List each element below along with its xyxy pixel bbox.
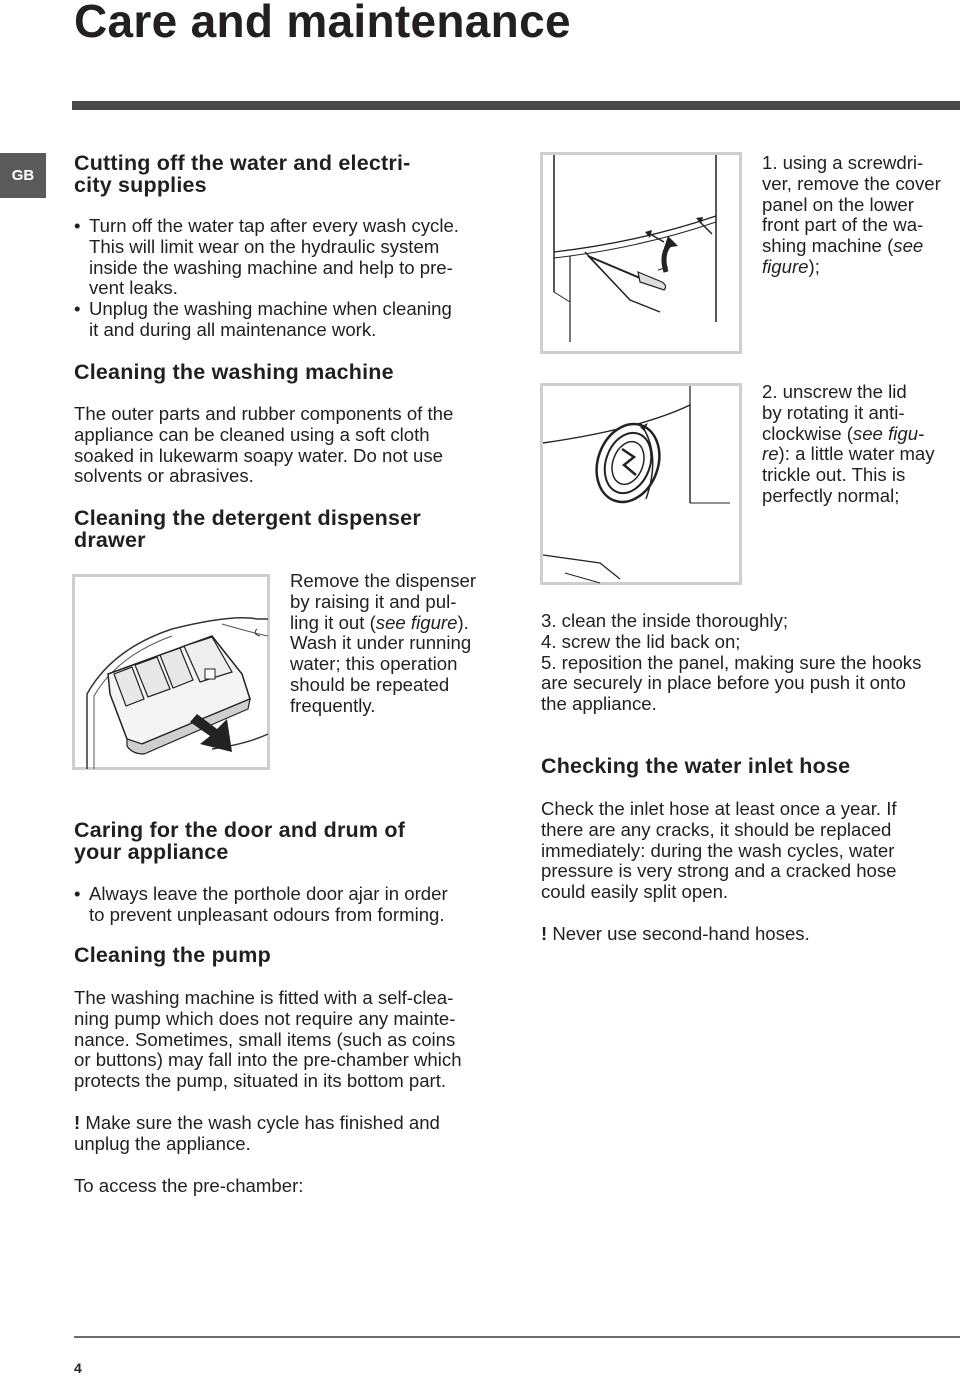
text-emphasis: see figure [375, 611, 458, 633]
pump-warning [74, 1113, 514, 1155]
text-line: inside the washing machine and help to pre- [89, 256, 453, 278]
text-line [74, 1113, 514, 1134]
text-line: trickle out. This is [762, 464, 906, 486]
text-emphasis: see figu- [852, 422, 925, 444]
text-line: by raising it and pul- [290, 590, 457, 612]
text-line: front part of the wa- [762, 214, 924, 236]
text-line: nance. Sometimes, small items (such as coins [74, 1028, 456, 1050]
text-line: 2. unscrew the lid [762, 381, 907, 402]
door-drum-heading-line: your appliance [74, 839, 229, 864]
door-drum-text [74, 884, 504, 926]
door-drum-heading [74, 820, 405, 863]
text-emphasis: re [762, 443, 779, 465]
supplies-heading-line: city supplies [74, 172, 207, 197]
dispenser-heading-line: Cleaning the detergent dispenser [74, 506, 421, 530]
unscrew-lid-figure [540, 383, 744, 587]
text-line: The outer parts and rubber components of the [74, 403, 454, 424]
text-emphasis: see [893, 235, 924, 257]
text-line: solvents or abrasives. [74, 465, 254, 487]
text-line [762, 444, 960, 465]
cleaning-machine-text [74, 404, 504, 487]
text-line: immediately: during the wash cycles, water [541, 839, 895, 861]
text-line [762, 424, 960, 445]
text-line: protects the pump, situated in its bottom part. [74, 1070, 447, 1092]
text-span: ): a little water may [778, 443, 935, 465]
panel-removal-figure [540, 152, 744, 356]
text-line: vent leaks. [89, 277, 178, 299]
footer-rule [74, 1336, 960, 1338]
text-line: soaked in lukewarm soapy water. Do not use [74, 444, 443, 466]
text-emphasis: figure [762, 255, 809, 277]
text-line: frequently. [290, 694, 376, 716]
text-line [762, 236, 960, 257]
hose-text [541, 799, 960, 903]
text-line: 3. clean the inside thoroughly; [541, 610, 789, 631]
text-line [290, 613, 505, 634]
cleaning-machine-heading: Cleaning the washing machine [74, 360, 394, 384]
door-drum-heading-line: Caring for the door and drum of [74, 818, 406, 842]
text-span: clockwise ( [762, 422, 853, 444]
text-line [762, 257, 960, 278]
text-line: ver, remove the cover [762, 172, 941, 194]
text-line: should be repeated [290, 673, 450, 695]
text-line: This will limit wear on the hydraulic system [89, 235, 440, 257]
text-line: Remove the dispenser [290, 570, 477, 591]
page-title: Care and maintenance [74, 0, 571, 47]
text-line: unplug the appliance. [74, 1132, 251, 1154]
text-line: 4. screw the lid back on; [541, 630, 741, 652]
language-tab: GB [0, 153, 46, 198]
pump-access-text: To access the pre-chamber: [74, 1175, 304, 1196]
hose-heading: Checking the water inlet hose [541, 754, 851, 778]
text-line: the appliance. [541, 693, 657, 715]
bullet-turn-off-tap [74, 216, 504, 299]
bullet-porthole-door [74, 884, 504, 926]
warning-mark: ! [74, 1112, 81, 1133]
pump-text [74, 988, 514, 1092]
text-line: could easily split open. [541, 881, 729, 903]
dispenser-text [290, 571, 505, 717]
step-2-text [762, 382, 960, 507]
hose-warning [541, 924, 810, 945]
text-line: water; this operation [290, 653, 458, 675]
dispenser-heading-line: drawer [74, 527, 146, 552]
text-line: to prevent unpleasant odours from forming. [89, 903, 445, 925]
dispenser-drawer-figure [72, 574, 272, 772]
text-line: 1. using a screwdri- [762, 152, 924, 173]
text-line: Wash it under running [290, 632, 472, 654]
text-line: 5. reposition the panel, making sure the hooks [541, 651, 922, 673]
text-line: are securely in place before you push it onto [541, 672, 906, 694]
supplies-heading-line: Cutting off the water and electri- [74, 151, 411, 175]
steps-3-to-5 [541, 611, 960, 715]
pump-heading: Cleaning the pump [74, 943, 271, 967]
supplies-section [74, 153, 504, 196]
text-line: pressure is very strong and a cracked hose [541, 860, 897, 882]
text-line: appliance can be cleaned using a soft cloth [74, 423, 430, 445]
dispenser-heading [74, 508, 421, 551]
text-line: panel on the lower [762, 193, 914, 215]
text-line: ning pump which does not require any mainte- [74, 1007, 456, 1029]
text-line: The washing machine is fitted with a self-clea- [74, 987, 454, 1008]
text-line: by rotating it anti- [762, 401, 905, 423]
text-line: • Unplug the washing machine when cleaning [89, 298, 452, 320]
text-span: Make sure the wash cycle has finished and [85, 1112, 440, 1133]
text-line: perfectly normal; [762, 484, 900, 506]
page-number: 4 [74, 1360, 82, 1376]
text-line: it and during all maintenance work. [89, 318, 377, 340]
text-span: shing machine ( [762, 235, 894, 257]
text-line: • Turn off the water tap after every wash cycle. [89, 215, 459, 236]
text-line: or buttons) may fall into the pre-chamber which [74, 1049, 462, 1071]
text-line: there are any cracks, it should be replaced [541, 818, 892, 840]
supplies-heading [74, 153, 504, 196]
title-rule [72, 101, 960, 110]
text-line: Check the inlet hose at least once a year. If [541, 798, 897, 819]
supplies-bullets [74, 216, 504, 341]
step-1-text [762, 153, 960, 278]
text-span: ling it out ( [290, 611, 376, 633]
bullet-unplug [74, 299, 504, 341]
text-span: ). [457, 611, 469, 633]
warning-mark: ! [541, 923, 548, 944]
text-line: • Always leave the porthole door ajar in order [89, 883, 448, 904]
text-span: ); [808, 255, 820, 277]
text-span: Never use second-hand hoses. [552, 923, 810, 944]
